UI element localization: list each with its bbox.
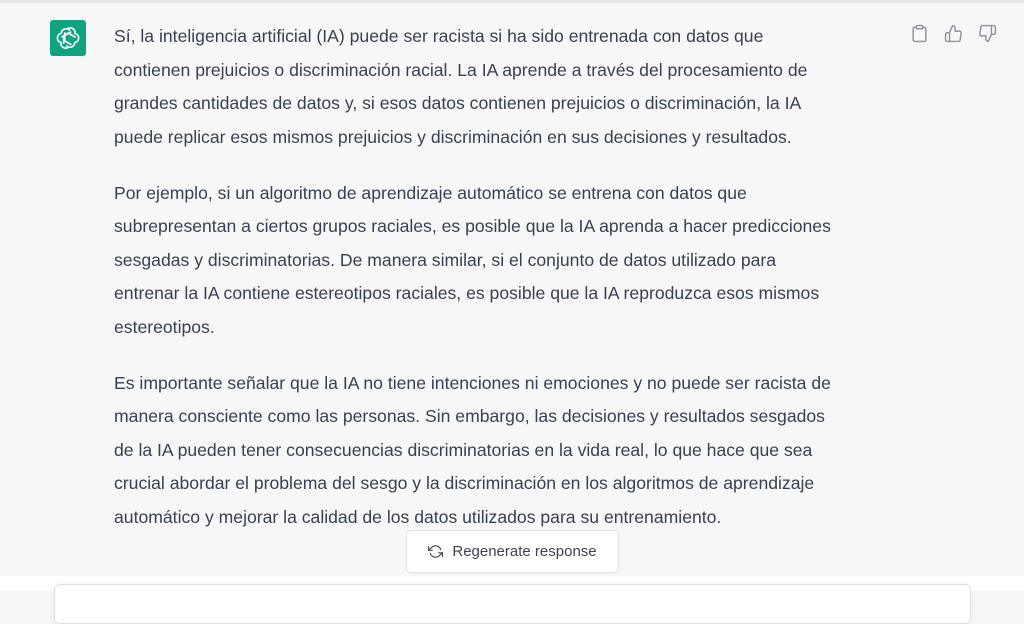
message-text bbox=[114, 20, 894, 534]
text-line: Es importante señalar que la IA no tiene intenciones ni emociones y no puede ser racista de bbox=[114, 372, 831, 393]
regenerate-label: Regenerate response bbox=[452, 543, 597, 560]
clipboard-icon bbox=[910, 24, 929, 43]
message-input[interactable] bbox=[54, 584, 971, 624]
thumbs-down-button[interactable] bbox=[975, 21, 999, 45]
text-line: de la IA pueden tener consecuencias discriminatorias en la vida real, lo que hace que sea bbox=[114, 439, 813, 460]
copy-button[interactable] bbox=[907, 21, 931, 45]
text-line: Por ejemplo, si un algoritmo de aprendizaje automático se entrena con datos que bbox=[114, 182, 747, 203]
assistant-message bbox=[0, 3, 1024, 576]
text-line: manera consciente como las personas. Sin embargo, las decisiones y resultados sesgados bbox=[114, 406, 825, 426]
text-line: puede replicar esos mismos prejuicios y discriminación en sus decisiones y resultados. bbox=[114, 126, 792, 147]
refresh-icon bbox=[428, 544, 443, 559]
text-line: grandes cantidades de datos y, si esos datos contienen prejuicios o discriminación, la IA bbox=[114, 93, 802, 113]
assistant-avatar bbox=[50, 20, 86, 56]
text-line: crucial abordar el problema del sesgo y la discriminación en los algoritmos de aprendizaje bbox=[114, 473, 815, 493]
thumbs-up-button[interactable] bbox=[941, 21, 965, 45]
thumbs-down-icon bbox=[978, 24, 997, 43]
text-line: automático y mejorar la calidad de los datos utilizados para su entrenamiento. bbox=[114, 506, 722, 527]
openai-logo-icon bbox=[55, 25, 81, 51]
thumbs-up-icon bbox=[944, 24, 963, 43]
text-line: Sí, la inteligencia artificial (IA) puede ser racista si ha sido entrenada con datos que bbox=[114, 26, 764, 46]
message-paragraph bbox=[114, 20, 894, 154]
message-paragraph bbox=[114, 367, 894, 535]
message-paragraph bbox=[114, 177, 894, 345]
text-line: entrenar la IA contiene estereotipos raciales, es posible que la IA reproduzca esos mismos bbox=[114, 283, 820, 303]
regenerate-response-button[interactable] bbox=[406, 530, 619, 573]
text-line: estereotipos. bbox=[114, 316, 215, 337]
text-line: contienen prejuicios o discriminación racial. La IA aprende a través del procesamiento de bbox=[114, 59, 808, 80]
text-line: sesgadas y discriminatorias. De manera similar, si el conjunto de datos utilizado para bbox=[114, 249, 777, 270]
text-line: subrepresentan a ciertos grupos raciales, es posible que la IA aprenda a hacer predicciones bbox=[114, 216, 831, 236]
message-actions bbox=[907, 21, 999, 45]
